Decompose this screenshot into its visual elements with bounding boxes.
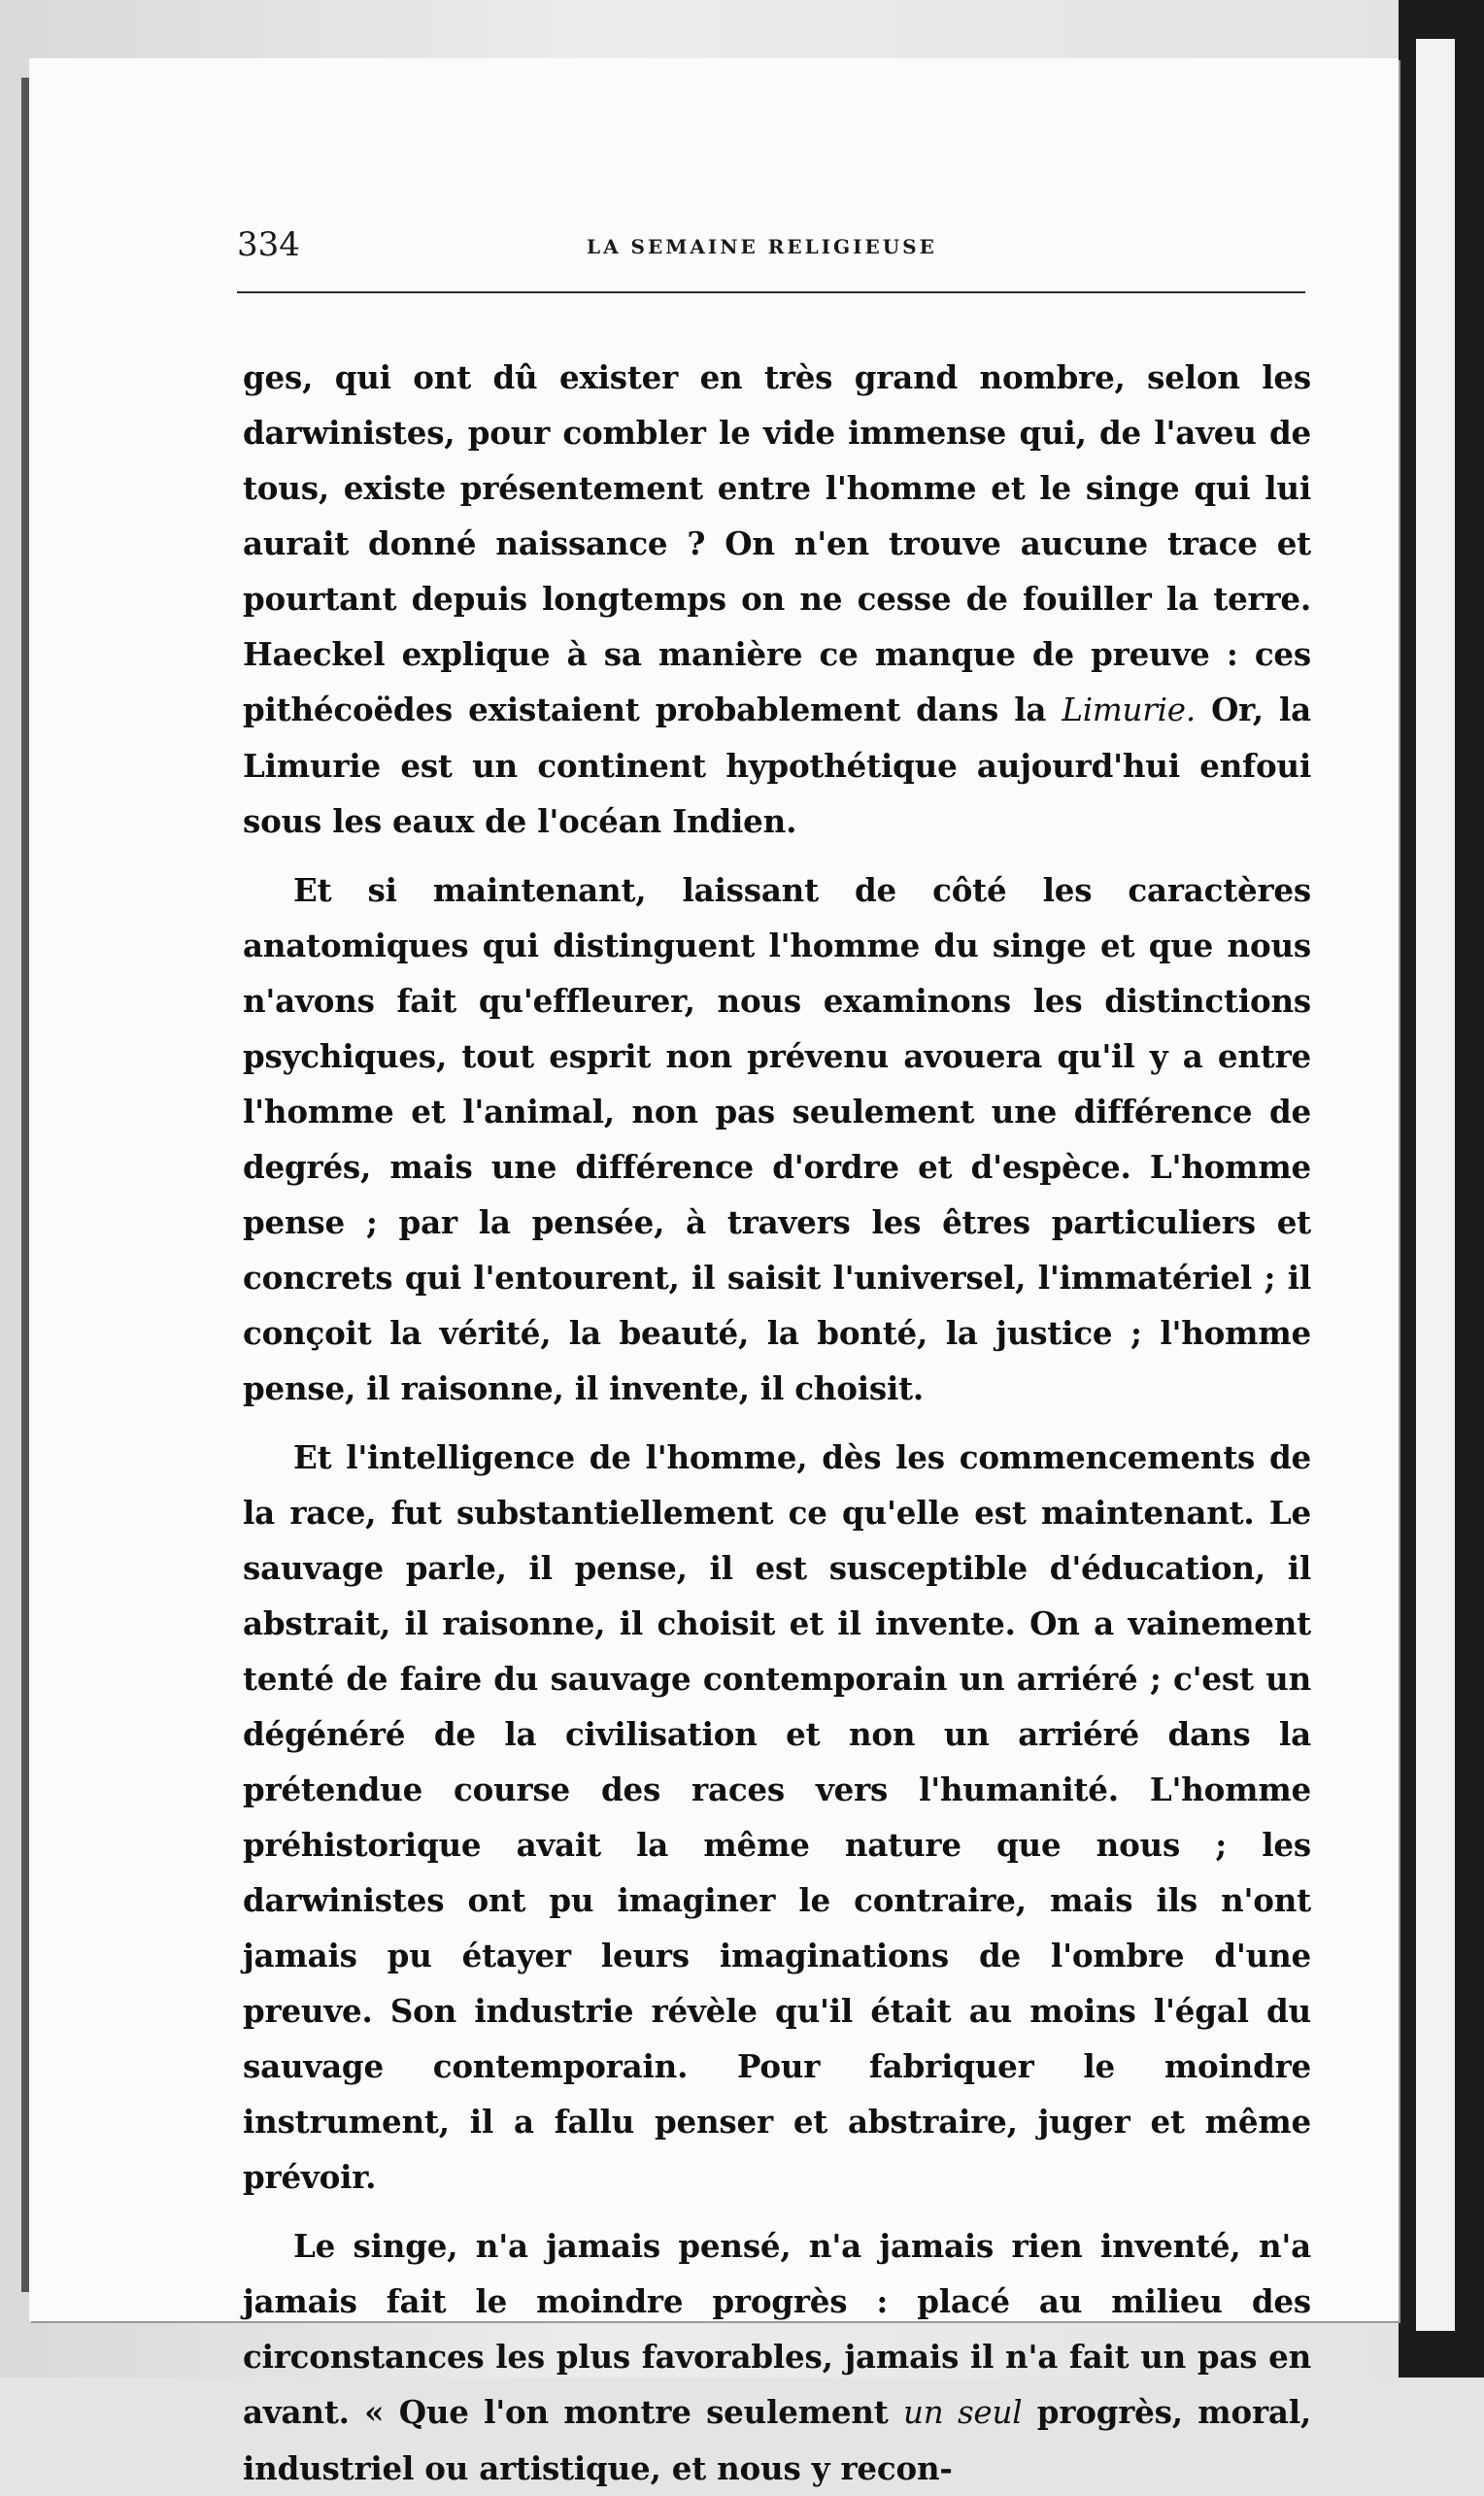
paragraph-4-text-after: progrès, moral, industriel ou artistique, et nous y recon- [243,2393,1311,2487]
paragraph-3 [243,1430,1311,2205]
paragraph-1-text-after: Or, la Limurie est un continent hypothétique aujourd'hui enfoui sous les eaux de l'océan Indien. [243,691,1311,840]
running-head: LA SEMAINE RELIGIEUSE [587,235,937,258]
body-text [243,350,1311,2496]
next-page-margin [1416,39,1455,2331]
paragraph-2 [243,862,1311,1416]
paragraph-4 [243,2218,1311,2496]
paragraph-1-text: ges, qui ont dû exister en très grand nombre, selon les darwinistes, pour combler le vide immense qui, de l'aveu de tous, existe présentement entre l'homme et le singe qui lui aurait donné naissance ? On n'en trouve aucune trace et pourtant depuis longtemps on ne cesse de fouiller la terre. Haeckel explique à sa manière ce manque de preuve : ces pithécoëdes existaient probablement dans la [243,358,1311,728]
paragraph-4-italic: un seul [903,2394,1023,2431]
paragraph-1-italic: Limurie. [1062,691,1196,728]
page-number: 334 [237,225,300,264]
header-rule [237,291,1305,293]
paragraph-4-text: Le singe, n'a jamais pensé, n'a jamais rien inventé, n'a jamais fait le moindre progrès : placé au milieu des circonstances les plus favorables, jamais il n'a fait un pas en avant. « Que l'on montre seulement [243,2227,1311,2431]
paragraph-1 [243,350,1311,849]
paragraph-3-text: Et l'intelligence de l'homme, dès les commencements de la race, fut substantiellement ce qu'elle est maintenant. Le sauvage parle, il pense, il est susceptible d'éducation, il abstrait, il raisonne, il choisit et il invente. On a vainement tenté de faire du sauvage contemporain un arriéré ; c'est un dégénéré de la civilisation et non un arriéré dans la prétendue course des races vers l'humanité. L'homme préhistorique avait la même nature que nous ; les darwinistes ont pu imaginer le contraire, mais ils n'ont jamais pu étayer leurs imaginations de l'ombre d'une preuve. Son industrie révèle qu'il était au moins l'égal du sauvage contemporain. Pour fabriquer le moindre instrument, il a fallu penser et abstraire, juger et même prévoir. [243,1438,1311,2196]
page-header [237,221,1305,280]
paragraph-2-text: Et si maintenant, laissant de côté les caractères anatomiques qui distinguent l'homme du singe et que nous n'avons fait qu'effleurer, nous examinons les distinctions psychiques, tout esprit non prévenu avouera qu'il y a entre l'homme et l'animal, non pas seulement une différence de degrés, mais une différence d'ordre et d'espèce. L'homme pense ; par la pensée, à travers les êtres particuliers et concrets qui l'entourent, il saisit l'universel, l'immatériel ; il conçoit la vérité, la beauté, la bonté, la justice ; l'homme pense, il raisonne, il invente, il choisit. [243,871,1311,1407]
